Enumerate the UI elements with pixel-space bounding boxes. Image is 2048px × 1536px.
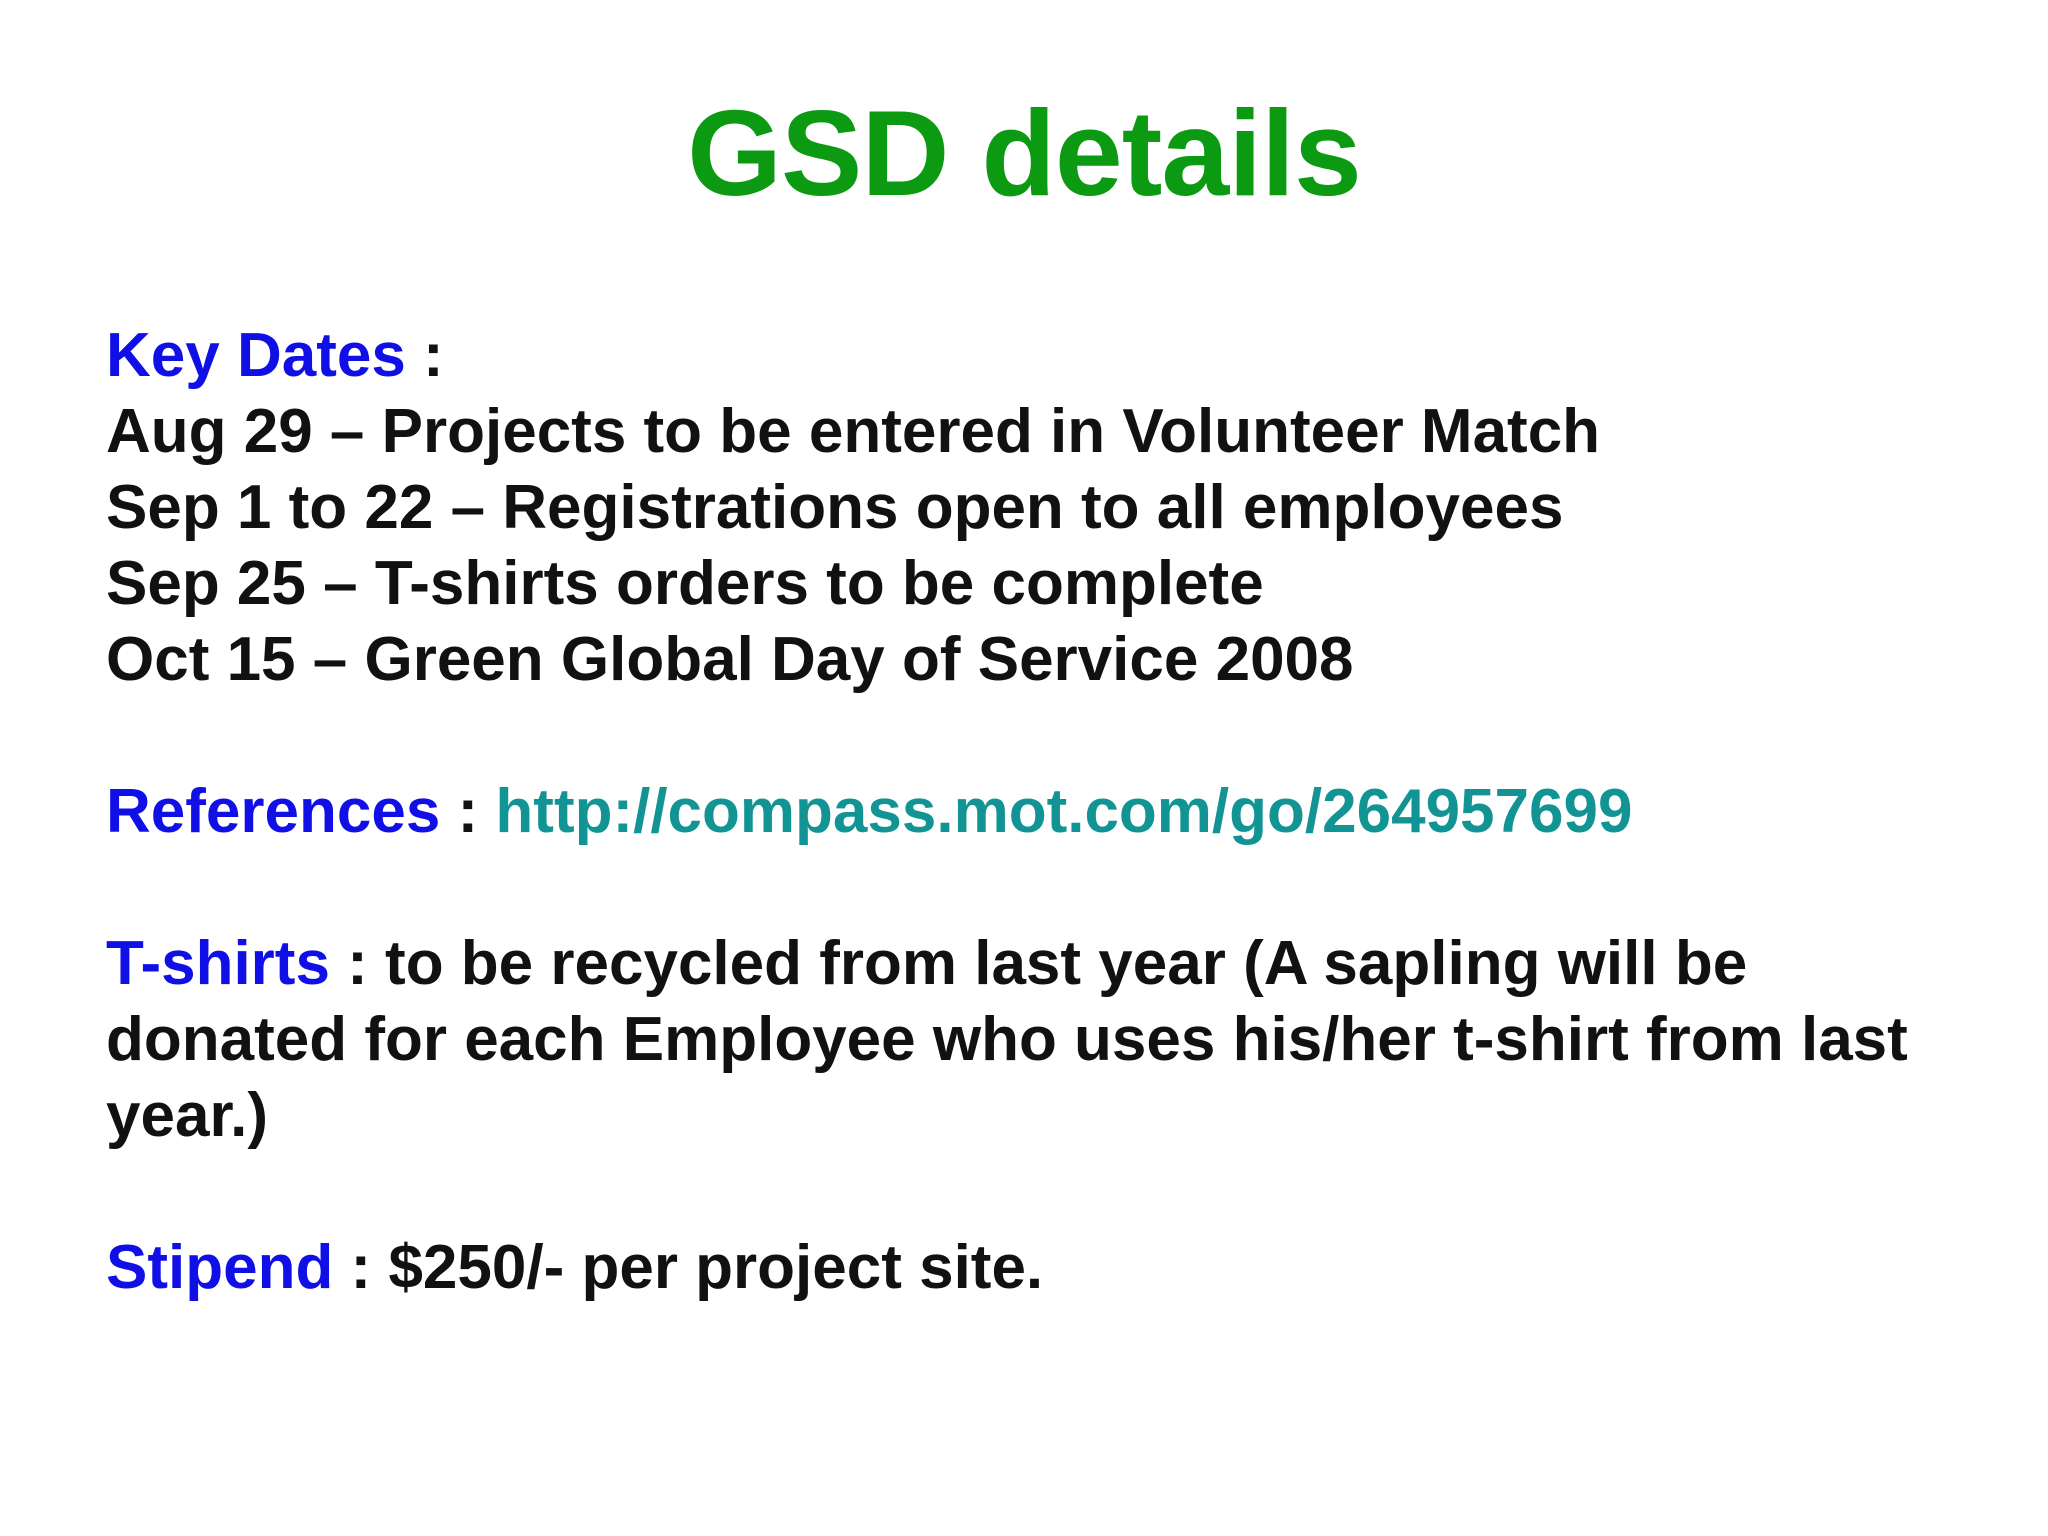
stipend-row bbox=[106, 1230, 1986, 1306]
tshirts-label: T-shirts bbox=[106, 929, 330, 998]
spacer bbox=[106, 698, 1986, 774]
spacer bbox=[106, 850, 1986, 926]
key-date-item: Sep 25 – T-shirts orders to be complete bbox=[106, 549, 1264, 618]
spacer bbox=[106, 1154, 1986, 1230]
tshirts-text: to be recycled from last year (A sapling will be donated for each Employee who uses his/her t-shirt from last year.) bbox=[106, 929, 1908, 1150]
references-separator: : bbox=[440, 777, 496, 846]
slide-title: GSD details bbox=[687, 85, 1361, 221]
stipend-separator: : bbox=[333, 1233, 389, 1302]
stipend-text: $250/- per project site. bbox=[388, 1233, 1044, 1302]
references-link[interactable]: http://compass.mot.com/go/264957699 bbox=[495, 777, 1633, 846]
key-dates-heading bbox=[106, 318, 1986, 394]
references-label: References bbox=[106, 777, 441, 846]
tshirts-row bbox=[106, 926, 1986, 1154]
stipend-label: Stipend bbox=[106, 1233, 334, 1302]
key-date-item: Oct 15 – Green Global Day of Service 2008 bbox=[106, 625, 1354, 694]
references-row bbox=[106, 774, 1986, 850]
tshirts-separator: : bbox=[329, 929, 386, 998]
key-dates-separator: : bbox=[405, 321, 444, 390]
slide-body bbox=[106, 318, 1986, 1306]
key-date-item: Sep 1 to 22 – Registrations open to all employees bbox=[106, 473, 1564, 542]
key-dates-label: Key Dates bbox=[106, 321, 406, 390]
key-date-item: Aug 29 – Projects to be entered in Volunteer Match bbox=[106, 397, 1601, 466]
